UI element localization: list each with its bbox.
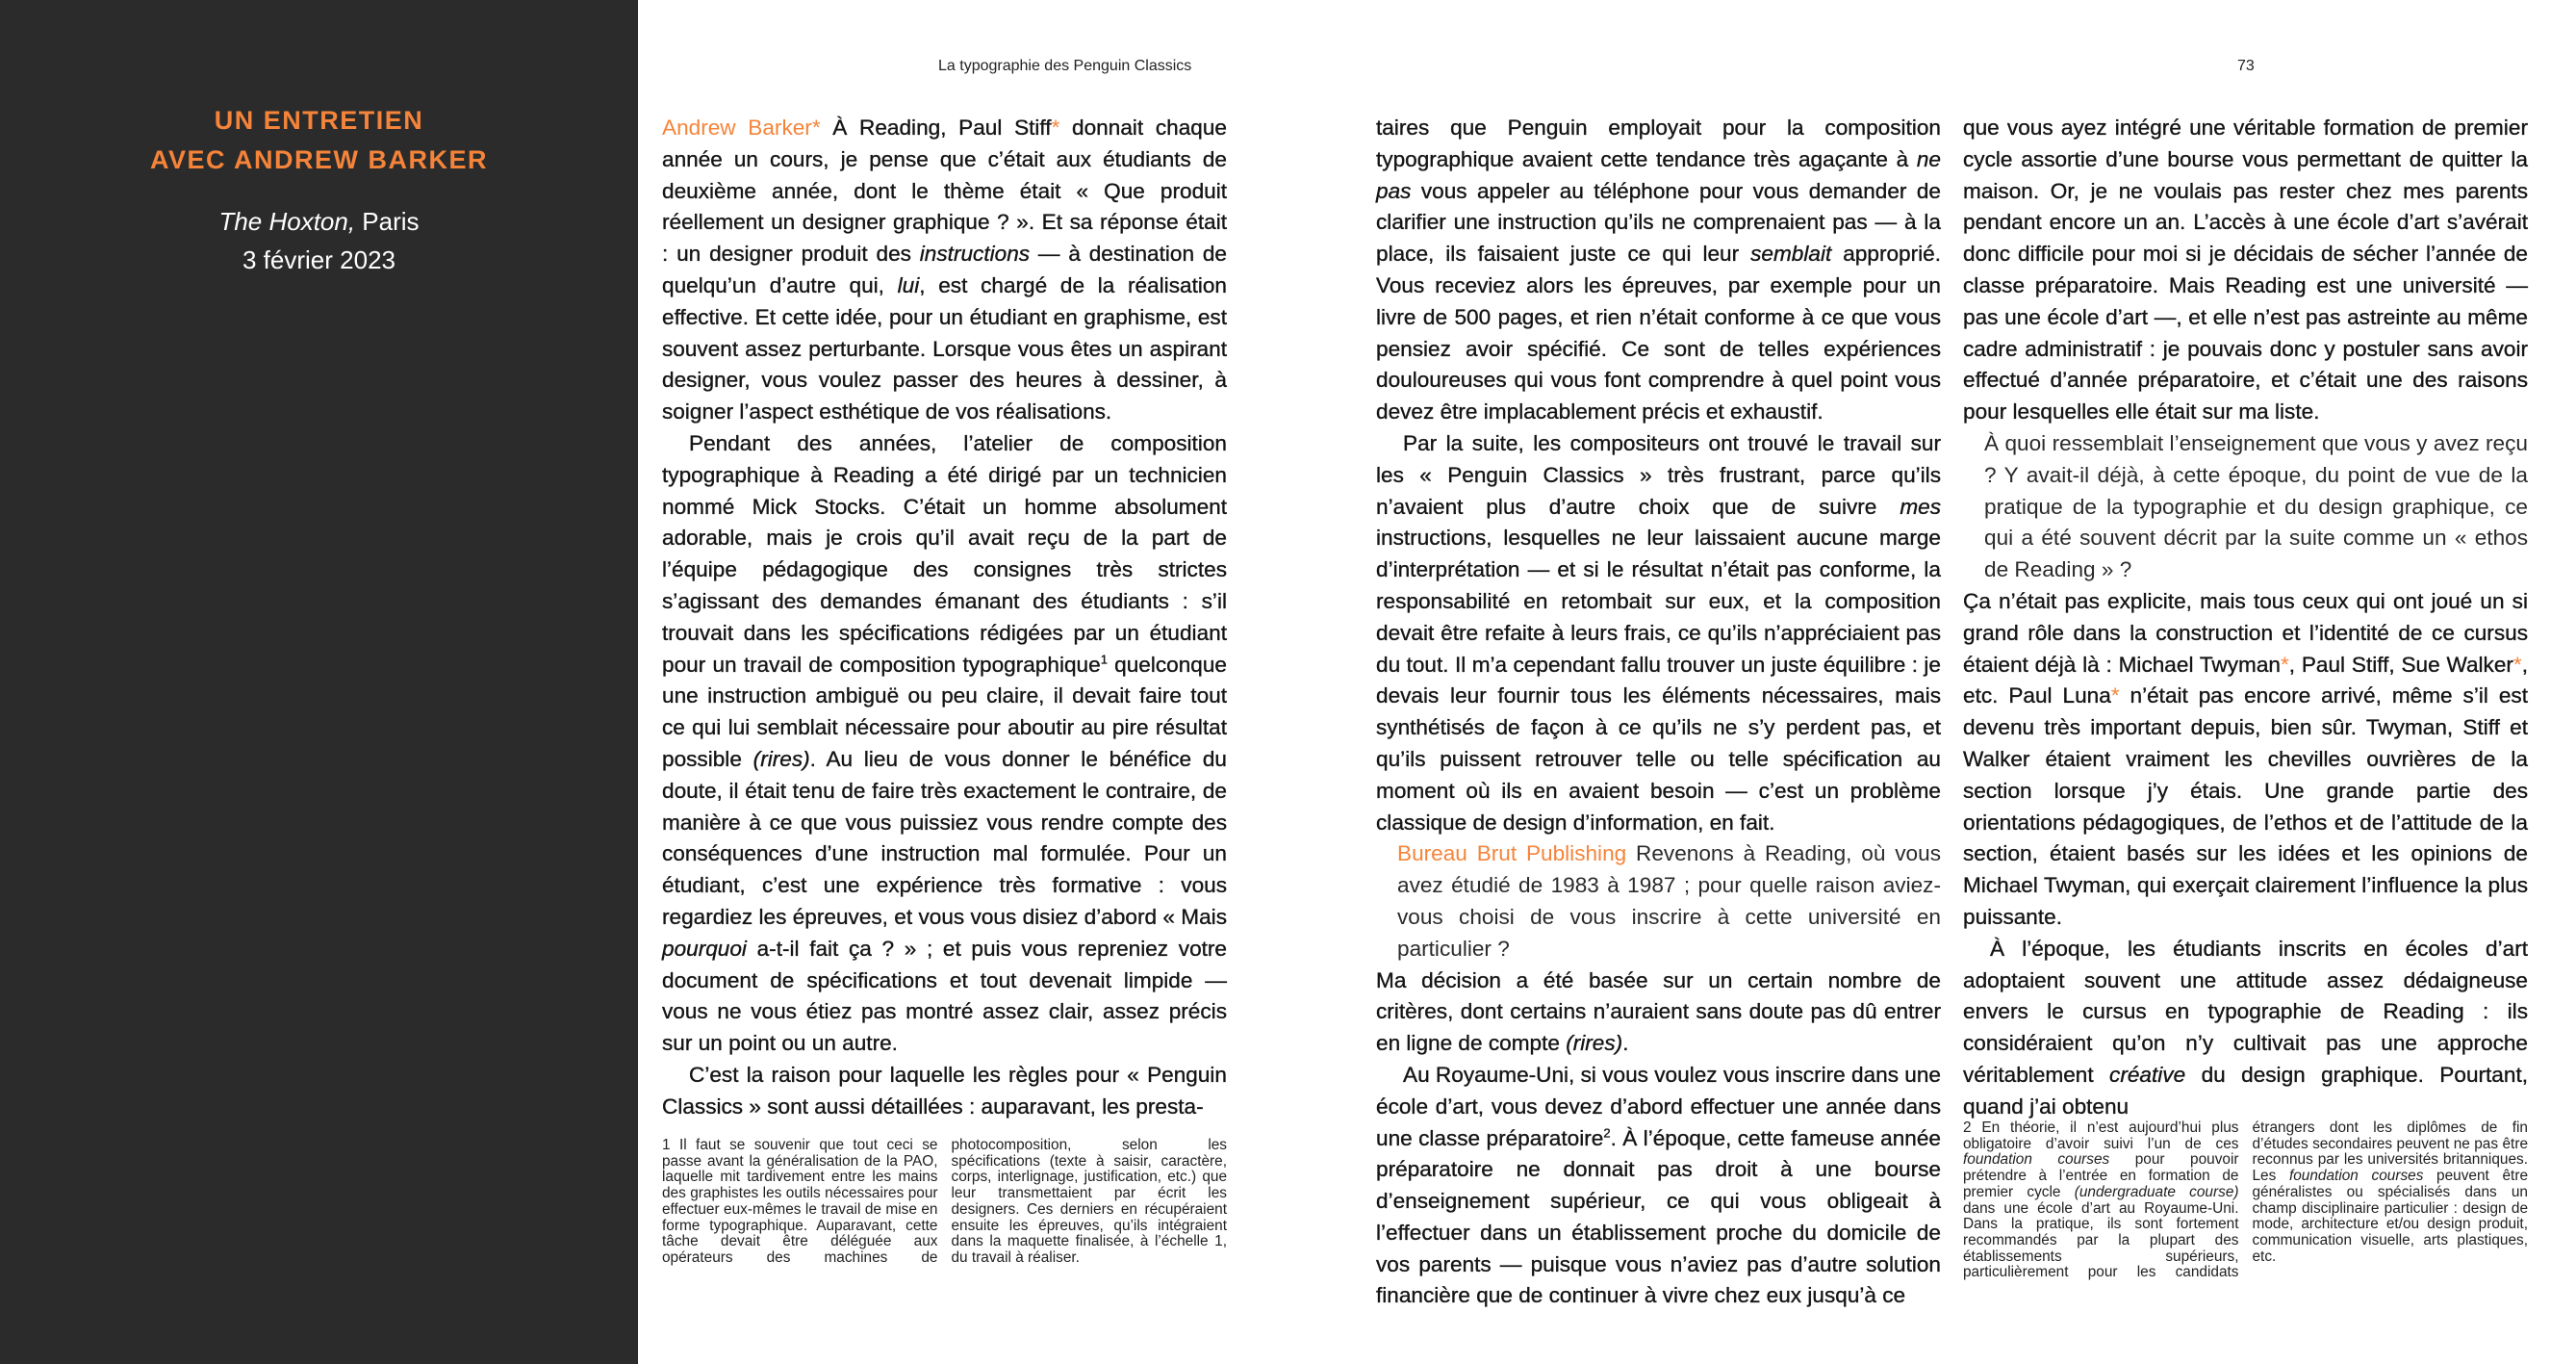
text-run: . À l’époque, cette fameuse année préparatoire ne donnait pas droit à une bourse d’enseignement supérieur, ce qui vous obligeait à l’effectuer dans un établissement proche du domicile de vos parents — puisque vous n’aviez pas d’autre solution financière que de continuer à vivre chez eux jusqu’à ce [1376,1125,1941,1308]
answer-paragraph [662,113,1227,428]
text-run: Ma décision a été basée sur un certain nombre de critères, dont certains n’auraient sans doute pas dû entrer en ligne de compte [1376,967,1941,1056]
answer-paragraph [1376,1060,1941,1312]
text-run: (undergraduate course) [2074,1183,2239,1200]
text-run: du design graphique. Pourtant, quand j’ai obtenu [1963,1062,2528,1119]
footnote-ref[interactable]: 1 [1100,652,1108,667]
answer-paragraph [1963,586,2528,934]
text-run: , Paul Stiff, Sue Walker [2288,652,2513,677]
text-run: — à destination de quelqu’un d’autre qui, [662,242,1227,297]
interview-date: 3 février 2023 [242,245,395,274]
text-run: semblait [1750,242,1832,267]
text-run: 1 Il faut se souvenir que tout ceci se passe avant la généralisation de la PAO, laquelle mit tardivement entre les mains des graphistes les outils nécessaires pour effectuer eux-mêmes le travail de mise en forme typographique. Auparavant, cette tâche devait être déléguée aux opérateurs des machines de photocomposition, selon les spécifications (texte à saisir, caractère, corps, interlignage, justification, etc.) que leur transmettaient par écrit les designers. Ces derniers en récupéraient ensuite les épreuves, qu’ils intégraient dans la maquette finalisée, à l’échelle 1, du travail à réaliser. [662,1137,1227,1266]
text-run: dans une école d’art au Royaume-Uni. Dans la pratique, ils sont fortement recommandés par la plupart des établissements supérieurs, particulièrement pour les candidats étrangers dont les diplômes de fin d’études secondaires peuvent ne pas être reconnus par les universités britanniques. Les [1963,1120,2528,1281]
venue-city: Paris [355,207,420,236]
text-run: lui [897,272,920,297]
text-run: créative [2109,1062,2186,1087]
text-run: approprié. Vous receviez alors les épreuves, par exemple pour un livre de 500 pages, et rien n’était conforme à ce que vous pensiez avoir spécifié. Ce sont de telles expériences douloureuses qui vous font comprendre à quel point vous devez être implacablement précis et exhaustif. [1376,242,1941,425]
text-run: quelconque une instruction ambiguë ou peu claire, il devait faire tout ce qui lui semblait nécessaire pour aboutir au pire résultat possible [662,652,1227,771]
text-run: peuvent être généralistes ou spécialisés dans un champ disciplinaire particulier : design de mode, architecture et/ou design produit, communication visuelle, arts plastiques, etc. [2252,1168,2528,1265]
text-run: , est chargé de la réalisation effective. Et cette idée, pour un étudiant en graphisme, est souvent assez perturbante. Lorsque vous êtes un aspirant designer, vous voulez passer des heures à dessiner, à soigner l’aspect esthétique de vos réalisations. [662,272,1227,425]
text-run: mes [1900,494,1941,519]
speaker-or-mark: * [2110,683,2120,708]
text-run: Revenons à Reading, où vous avez étudié de 1983 à 1987 ; pour quelle raison aviez-vous choisi de vous inscrire à cette université en particulier ? [1397,841,1941,961]
text-run: pour pouvoir prétendre à l’entrée en formation de premier cycle [1963,1151,2239,1200]
venue-name: The Hoxton, [218,207,356,236]
answer-paragraph [1376,113,1941,428]
footnote-text [1963,1120,2528,1281]
text-run: Par la suite, les compositeurs ont trouvé le travail sur les « Penguin Classics » très frustrant, parce qu’ils n’avaient plus d’autre choix que de suivre [1376,430,1941,519]
text-run: taires que Penguin employait pour la composition typographique avaient cette tendance très agaçante à [1376,116,1941,171]
text-run: pourquoi [662,936,747,961]
text-run: . Au lieu de vous donner le bénéfice du doute, il était tenu de faire très exactement le contraire, de manière à ce que vous puissiez vous rendre compte des conséquences d’une instruction mal formulée. Pour un étudiant, c’est une expérience très formative : vous regardiez les épreuves, et vous vous disiez d’abord « Mais [662,746,1227,929]
text-run: Ça n’était pas explicite, mais tous ceux qui ont joué un si grand rôle dans la construction et l’identité de ce cursus étaient déjà là : Michael Twyman [1963,588,2528,677]
text-run: que vous ayez intégré une véritable formation de premier cycle assortie d’une bourse vous permettant de quitter la maison. Or, je ne voulais pas rester chez mes parents pendant encore un an. L’accès à une école d’art s’avérait donc difficile pour moi si je décidais de sécher l’année de classe préparatoire. Mais Reading est une université — pas une école d’art —, et elle n’est pas astreinte au même cadre administratif : je pouvais donc y postuler sans avoir effectué d’année préparatoire, et c’était une des raisons pour lesquelles elle était sur ma liste. [1963,116,2528,425]
text-run: vous appeler au téléphone pour vous demander de clarifier une instruction qu’ils ne comprenaient pas — à la place, ils faisaient juste ce qui leur [1376,178,1941,267]
footnote-1 [662,1138,1227,1267]
text-run: (rires) [752,746,810,771]
speaker-or-mark: * [2280,652,2289,677]
text-run: instructions, lesquelles ne leur laissaient aucune marge d’interprétation — et si le résultat n’était pas conforme, la responsabilité en retombait sur eux, et la composition devait être refaite à leurs frais, ce qu’ils n’appréciaient pas du tout. Il m’a cependant fallu trouver un juste équilibre : je devais leur fournir tous les éléments nécessaires, mais synthétisés de façon à ce qu’ils ne s’y perdent pas, et qu’ils puissent retrouver telle ou telle spécification au moment où ils en avaient besoin — c’est un problème classique de design d’information, en fait. [1376,526,1941,835]
text-run: À quoi ressemblait l’enseignement que vous y avez reçu ? Y avait-il déjà, à cette époque, du point de vue de la pratique de la typographie et du design graphique, ce qui a été souvent décrit par la suite comme un « ethos de Reading » ? [1984,430,2528,582]
interview-title-line2: AVEC ANDREW BARKER [150,145,488,174]
text-run: Pendant des années, l’atelier de composition typographique à Reading a été dirigé par un technicien nommé Mick Stocks. C’était un homme absolument adorable, mais je crois qu’il avait reçu de la part de l’équipe pédagogique des consignes très strictes s’agissant des demandes émanant des étudiants : s’il trouvait dans les spécifications rédigées par un étudiant pour un travail de composition typographique [662,430,1227,677]
page-number: 73 [2237,58,2255,74]
text-run: ne pas [1376,146,1941,203]
text-column-2 [1376,113,1941,1308]
speaker-or-mark: Bureau Brut Publishing [1397,841,1627,866]
answer-paragraph [662,428,1227,1060]
answer-paragraph [662,1060,1227,1123]
text-run: À l’époque, les étudiants inscrits en écoles d’art adoptaient souvent une attitude assez dédaigneuse envers le cursus en typographie de Reading : ils considéraient qu’on n’y cultivait pas une approche véritablement [1963,936,2528,1087]
answer-paragraph [1963,113,2528,428]
text-column-3 [1963,113,2528,1119]
interviewer-question [1376,838,1941,965]
footnote-2 [1963,1120,2528,1281]
text-run: foundation courses [1963,1151,2110,1169]
speaker-or-mark: * [1051,116,1060,140]
text-run: À Reading, Paul Stiff [820,116,1052,140]
text-run: a-t-il fait ça ? » ; et puis vous repreniez votre document de spécifications et tout devenait limpide — vous ne vous étiez pas montré assez clair, assez précis sur un point ou un autre. [662,936,1227,1056]
text-column-1 [662,113,1227,1119]
text-run: . [1622,1031,1629,1056]
text-run: instructions [919,242,1031,267]
text-run: , etc. Paul Luna [1963,652,2528,708]
footnote-ref[interactable]: 2 [1603,1124,1611,1140]
speaker-or-mark: Andrew Barker* [662,116,821,140]
title-panel [0,0,638,1364]
interview-title-line1: UN ENTRETIEN [214,106,424,135]
text-run: 2 En théorie, il n’est aujourd’hui plus obligatoire d’avoir suivi l’un de ces [1963,1120,2239,1152]
text-run: donnait chaque année un cours, je pense que c’était aux étudiants de deuxième année, dont le thème était « Que produit réellement un designer graphique ? ». Et sa réponse était : un designer produit des [662,116,1227,267]
text-run: foundation courses [2288,1168,2424,1185]
text-run: C’est la raison pour laquelle les règles pour « Penguin Classics » sont aussi détaillées : auparavant, les presta- [662,1062,1227,1119]
answer-paragraph [1376,428,1941,838]
answer-paragraph [1376,965,1941,1060]
footnote-text [662,1138,1227,1267]
interview-venue [0,207,638,237]
text-run: (rires) [1566,1031,1623,1056]
interviewer-question [1963,428,2528,586]
speaker-or-mark: * [2512,652,2522,677]
text-run: n’était pas encore arrivé, même s’il est devenu très important depuis, bien sûr. Twyman, Stiff et Walker étaient vraiment les chevilles ouvrières de la section lorsque j’y étais. Une grande partie des orientations pédagogiques, de l’ethos et de l’attitude de la section, étaient basés sur les idées et les opinions de Michael Twyman, qui exerçait clairement l’influence la plus puissante. [1963,683,2528,929]
text-run: Au Royaume-Uni, si vous voulez vous inscrire dans une école d’art, vous devez d’abord effectuer une année dans une classe préparatoire [1376,1062,1941,1150]
answer-paragraph [1963,934,2528,1123]
running-title: La typographie des Penguin Classics [938,58,1192,74]
